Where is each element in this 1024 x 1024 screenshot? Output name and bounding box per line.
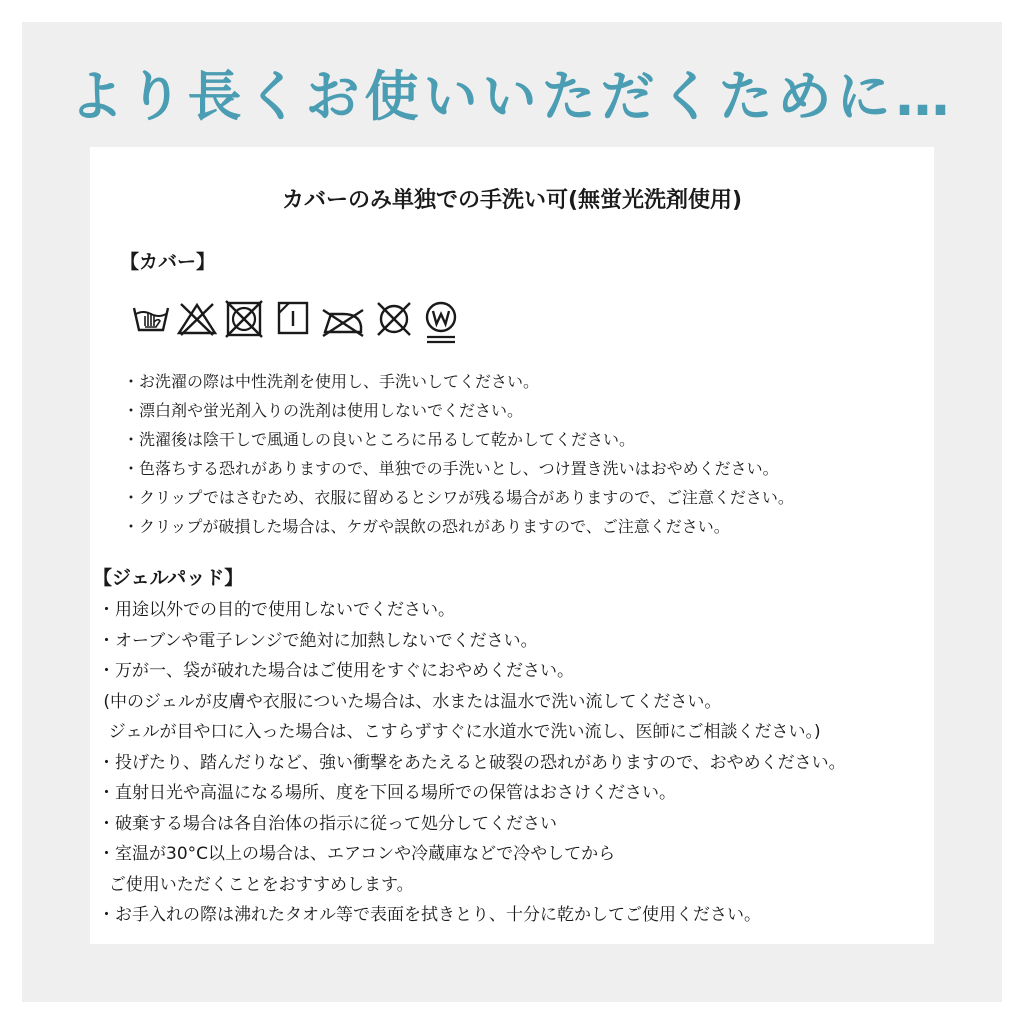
gel-note: ご使用いただくことをおすすめします。 xyxy=(98,874,414,895)
gel-note: ・用途以外での目的で使用しないでください。 xyxy=(98,600,455,620)
gel-note: ・破棄する場合は各自治体の指示に従って処分してください xyxy=(98,813,557,834)
cover-care-notes xyxy=(123,367,794,541)
gel-note: ・直射日光や高温になる場所、度を下回る場所での保管はおさけください。 xyxy=(98,783,676,803)
gel-note: ・オーブンや電子レンジで絶対に加熱しないでください。 xyxy=(98,630,538,651)
gel-pad-section-heading: 【ジェルパッド】 xyxy=(93,567,244,589)
hand-wash-icon xyxy=(131,300,171,338)
no-iron-icon xyxy=(319,300,367,338)
gel-note: (中のジェルが皮膚や衣服についた場合は、水または温水で洗い流してください。 xyxy=(98,691,722,712)
no-dry-clean-icon xyxy=(374,300,414,338)
content-card xyxy=(90,147,934,944)
cover-wash-title: カバーのみ単独での手洗い可(無蛍光洗剤使用) xyxy=(281,188,743,213)
gel-note: ジェルが目や口に入った場合は、こすらずすぐに水道水で洗い流し、医師にご相談ください。) xyxy=(98,722,821,742)
no-bleach-icon xyxy=(176,300,218,338)
wet-clean-icon xyxy=(421,300,461,346)
cover-note: ・クリップが破損した場合は、ケガや誤飲の恐れがありますので、ご注意ください。 xyxy=(123,517,730,536)
gel-pad-notes xyxy=(98,595,846,931)
no-tumble-dry-icon xyxy=(224,300,264,338)
gel-note: ・投げたり、踏んだりなど、強い衝撃をあたえると破裂の恐れがありますので、おやめください。 xyxy=(98,752,846,773)
page-headline: より長くお使いいただくために… xyxy=(69,65,955,128)
cover-note: ・色落ちする恐れがありますので、単独での手洗いとし、つけ置き洗いはおやめください。 xyxy=(123,459,779,478)
gel-note: ・室温が30°C以上の場合は、エアコンや冷蔵庫などで冷やしてから xyxy=(98,844,616,864)
cover-note: ・お洗濯の際は中性洗剤を使用し、手洗いしてください。 xyxy=(123,372,540,391)
cover-note: ・洗濯後は陰干しで風通しの良いところに吊るして乾かしてください。 xyxy=(123,430,636,449)
gel-note: ・お手入れの際は沸れたタオル等で表面を拭きとり、十分に乾かしてご使用ください。 xyxy=(98,905,761,925)
drip-dry-shade-icon xyxy=(275,300,311,338)
gel-note: ・万が一、袋が破れた場合はご使用をすぐにおやめください。 xyxy=(98,661,574,681)
cover-note: ・クリップではさむため、衣服に留めるとシワが残る場合がありますので、ご注意ください。 xyxy=(123,488,794,507)
cover-section-heading: 【カバー】 xyxy=(120,251,216,273)
cover-note: ・漂白剤や蛍光剤入りの洗剤は使用しないでください。 xyxy=(123,401,524,420)
